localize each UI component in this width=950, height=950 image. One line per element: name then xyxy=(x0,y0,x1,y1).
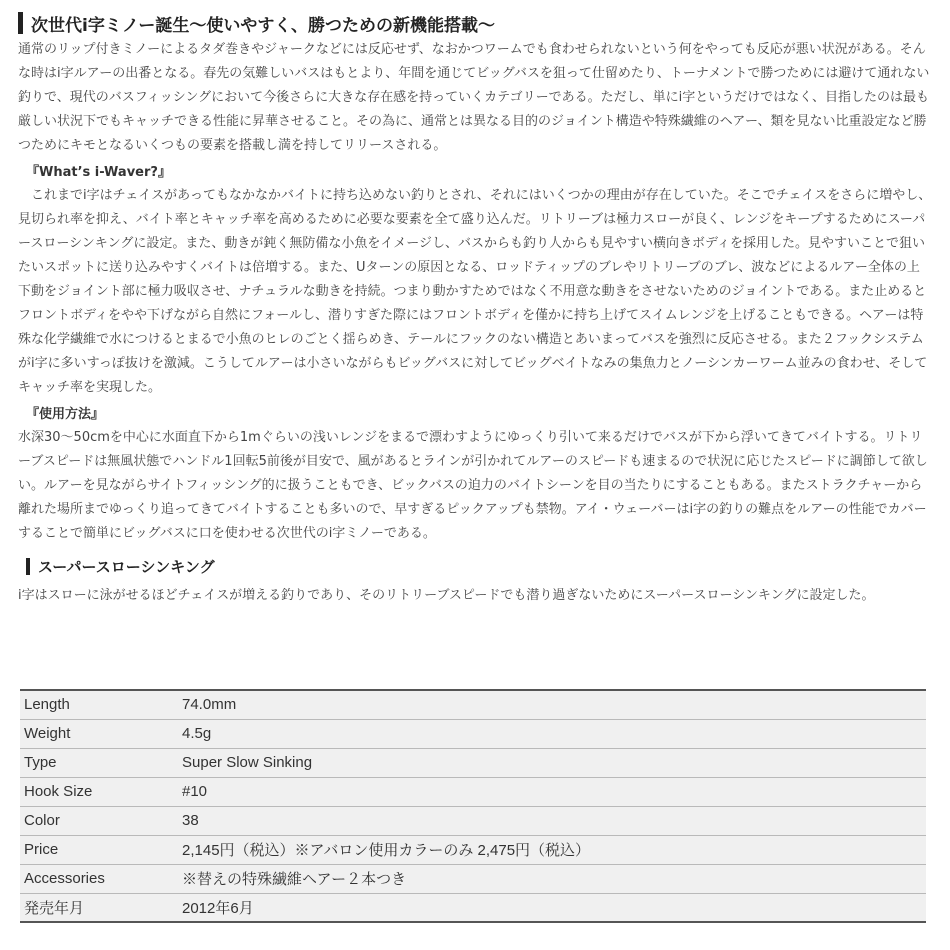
spec-row xyxy=(20,835,926,864)
whats-paragraph: これまでi字はチェイスがあってもなかなかバイトに持ち込めない釣りとされ、それにはいくつかの理由が存在していた。そこでチェイスをさらに増やし、見切られ率を抑え、バイト率とキャッチ率を高めるために必要な要素を全て盛り込んだ。リトリーブは極力スローが良く、レンジをキープするためにスーパースローシンキングに設定。また、動きが鈍く無防備な小魚をイメージし、バスからも釣り人からも見やすい横向きボディを採用した。見やすいことで狙いたいスポットに送り込みやすくバイトは倍増する。また、Uターンの原因となる、ロッドティップのブレやリトリーブのブレ、波などによるルアー全体の上下動をジョイント部に極力吸収させ、ナチュラルな動きを持続。つまり動かすためではなく不用意な動きをさせないためのジョイントである。また止めるとフロントボディをやや下げながら自然にフォールし、潜りすぎた際にはフロントボディを僅かに持ち上げてスイムレンジを上げることもできる。ヘアーは特殊な化学繊維で水につけるとまるで小魚のヒレのごとく揺らめき、テールにフックのない構造とあいまってバスを強烈に反応させる。また２フックシステムがi字に多いすっぽ抜けを激減。こうしてルアーは小さいながらもビッグバスに対してビッグベイトなみの集魚力とノーシンカーワーム並みの食わせ、そしてキャッチ率を実現した。 xyxy=(18,188,932,395)
spec-value: 74.0mm xyxy=(178,690,926,719)
spec-label: Length xyxy=(20,690,178,719)
usage-heading: 『使用方法』 xyxy=(26,407,105,422)
spec-row xyxy=(20,893,926,922)
spec-row xyxy=(20,748,926,777)
spec-label: 発売年月 xyxy=(20,893,178,922)
spec-value: 2,145円（税込）※アバロン使用カラーのみ 2,475円（税込） xyxy=(178,835,926,864)
spec-row xyxy=(20,719,926,748)
heading-bar xyxy=(18,12,23,34)
slow-sinking-title: スーパースローシンキング xyxy=(38,557,215,576)
intro-paragraph: 通常のリップ付きミノーによるタダ巻きやジャークなどには反応せず、なおかつワームでも食わせられないという何をやっても反応が悪い状況がある。そんな時はi字ルアーの出番となる。春先の気難しいバスはもとより、年間を通じてビッグバスを狙って仕留めたり、トーナメントで勝つためには避けて通れない釣りで、現代のバスフィッシングにおいて今後さらに大きな存在感を持っていくカテゴリーである。ただし、単にi字というだけではなく、目指したのは最も厳しい状況下でもキャッチできる性能に昇華させること。その為に、通常とは異なる目的のジョイント構造や特殊繊維のヘアー、類を見ない比重設定など勝つためにキモとなるいくつもの要素を搭載し満を持してリリースされる。 xyxy=(18,42,930,153)
spec-row xyxy=(20,777,926,806)
heading-bar xyxy=(26,558,30,575)
spec-row xyxy=(20,864,926,893)
spec-value: ※替えの特殊繊維ヘアー２本つき xyxy=(178,864,926,893)
spec-value: 2012年6月 xyxy=(178,893,926,922)
page-title: 次世代i字ミノー誕生～使いやすく、勝つための新機能搭載～ xyxy=(31,15,495,36)
usage-paragraph: 水深30～50cmを中心に水面直下から1mぐらいの浅いレンジをまるで漂わすようにゆっくり引いて来るだけでバスが下から浮いてきてバイトする。リトリーブスピードは無風状態でハンドル1回転5前後が目安で、風があるとラインが引かれてルアーのスピードも速まるので状況に応じたスピードに調節して欲しい。ルアーを見ながらサイトフィッシング的に扱うこともでき、ビックバスの迫力のバイトシーンを目の当たりにすることもある。またストラクチャーから離れた場所までゆっくり追ってきてバイトすることも多いので、早すぎるピックアップも禁物。アイ・ウェーバーはi字の釣りの難点をルアーの性能でカバーすることで簡単にビッグバスに口を使わせる次世代のi字ミノーである。 xyxy=(18,430,928,541)
slow-sinking-paragraph: i字はスローに泳がせるほどチェイスが増える釣りであり、そのリトリーブスピードでも潜り過ぎないためにスーパースローシンキングに設定した。 xyxy=(18,588,875,603)
spec-label: Price xyxy=(20,835,178,864)
spec-value: 4.5g xyxy=(178,719,926,748)
spec-label: Color xyxy=(20,806,178,835)
spec-value: #10 xyxy=(178,777,926,806)
spec-row xyxy=(20,690,926,719)
spec-label: Type xyxy=(20,748,178,777)
spec-label: Hook Size xyxy=(20,777,178,806)
spec-label: Weight xyxy=(20,719,178,748)
spec-table xyxy=(20,689,926,923)
spec-value: Super Slow Sinking xyxy=(178,748,926,777)
slow-sinking-heading xyxy=(26,554,932,578)
article-heading xyxy=(18,10,932,36)
spec-row xyxy=(20,806,926,835)
spec-value: 38 xyxy=(178,806,926,835)
spec-label: Accessories xyxy=(20,864,178,893)
whats-heading: 『What’s i-Waver?』 xyxy=(26,165,171,180)
